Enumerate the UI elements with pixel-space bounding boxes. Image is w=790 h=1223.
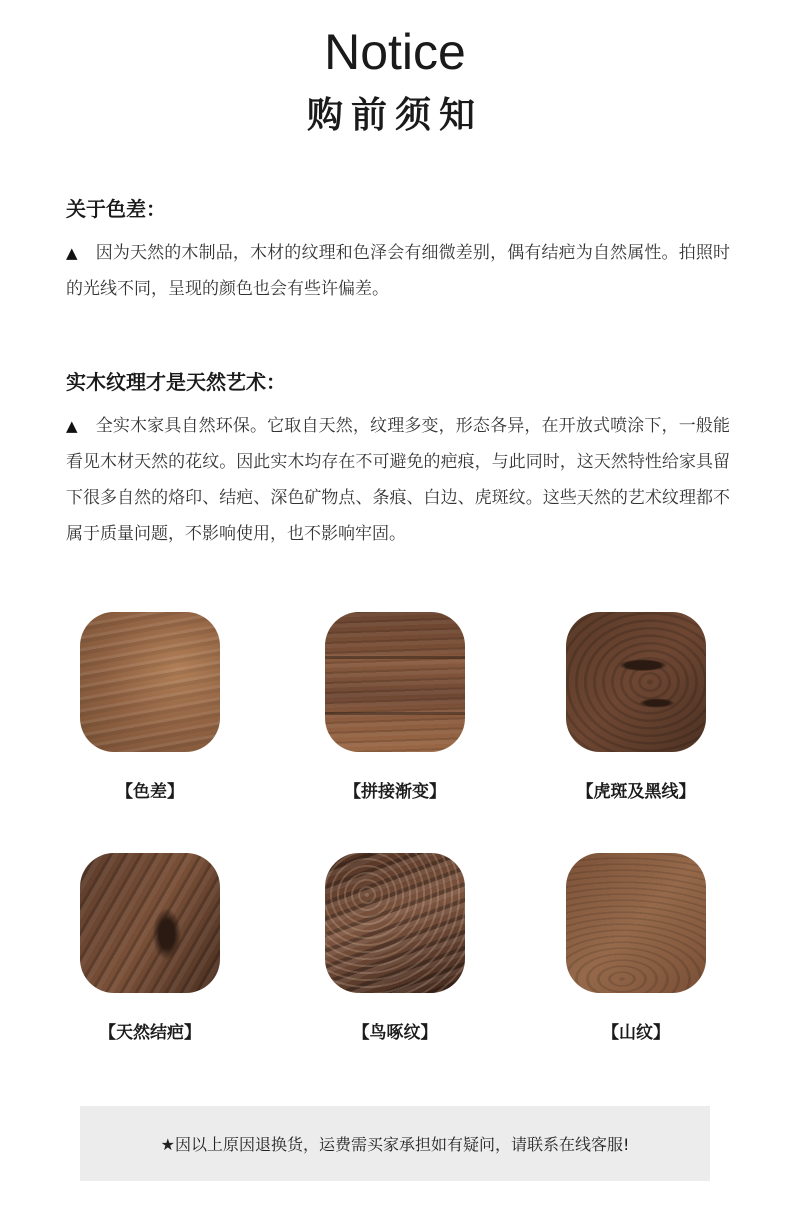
page-title-en: Notice: [324, 24, 466, 80]
wood-texture-image: [566, 612, 706, 752]
sample-caption: 【虎斑及黑线】: [576, 782, 696, 802]
sample-caption: 【山纹】: [602, 1023, 670, 1043]
section-heading: 关于色差：: [66, 197, 166, 221]
sample-color-difference: [65, 612, 235, 804]
sample-caption: 【拼接渐变】: [344, 782, 446, 802]
page-title-zh: 购前须知: [306, 95, 483, 136]
sample-caption: 【鸟啄纹】: [352, 1023, 438, 1043]
wood-texture-image: [325, 853, 465, 993]
wood-texture-image: [325, 612, 465, 752]
sample-natural-knot: [65, 853, 235, 1045]
sample-caption: 【色差】: [116, 782, 184, 802]
wood-texture-image: [80, 853, 220, 993]
sample-bird-peck: [310, 853, 480, 1045]
section-heading: 实木纹理才是天然艺术：: [66, 370, 286, 394]
sample-tiger-stripe: [551, 612, 721, 804]
wood-texture-image: [566, 853, 706, 993]
triangle-bullet-icon: ▲: [66, 417, 78, 435]
footer-text: ★因以上原因退换货，运费需买家承担如有疑问，请联系在线客服!: [160, 1135, 630, 1154]
section-body-text: 全实木家具自然环保。它取自天然，纹理多变，形态各异，在开放式喷涂下，一般能看见木材天然的花纹。因此实木均存在不可避免的疤痕，与此同时，这天然特性给家具留下很多自然的烙印、结疤、深色矿物点、条痕、白边、虎斑纹。这些天然的艺术纹理都不属于质量问题，不影响使用，也不影响牢固。: [66, 416, 730, 544]
sample-mountain-grain: [551, 853, 721, 1045]
footer-notice: [80, 1106, 710, 1181]
sample-splice-gradient: [310, 612, 480, 804]
section-body-text: 因为天然的木制品，木材的纹理和色泽会有细微差别，偶有结疤为自然属性。拍照时的光线不同，呈现的颜色也会有些许偏差。: [66, 243, 730, 299]
triangle-bullet-icon: ▲: [66, 244, 78, 262]
wood-texture-image: [80, 612, 220, 752]
sample-caption: 【天然结疤】: [99, 1023, 201, 1043]
